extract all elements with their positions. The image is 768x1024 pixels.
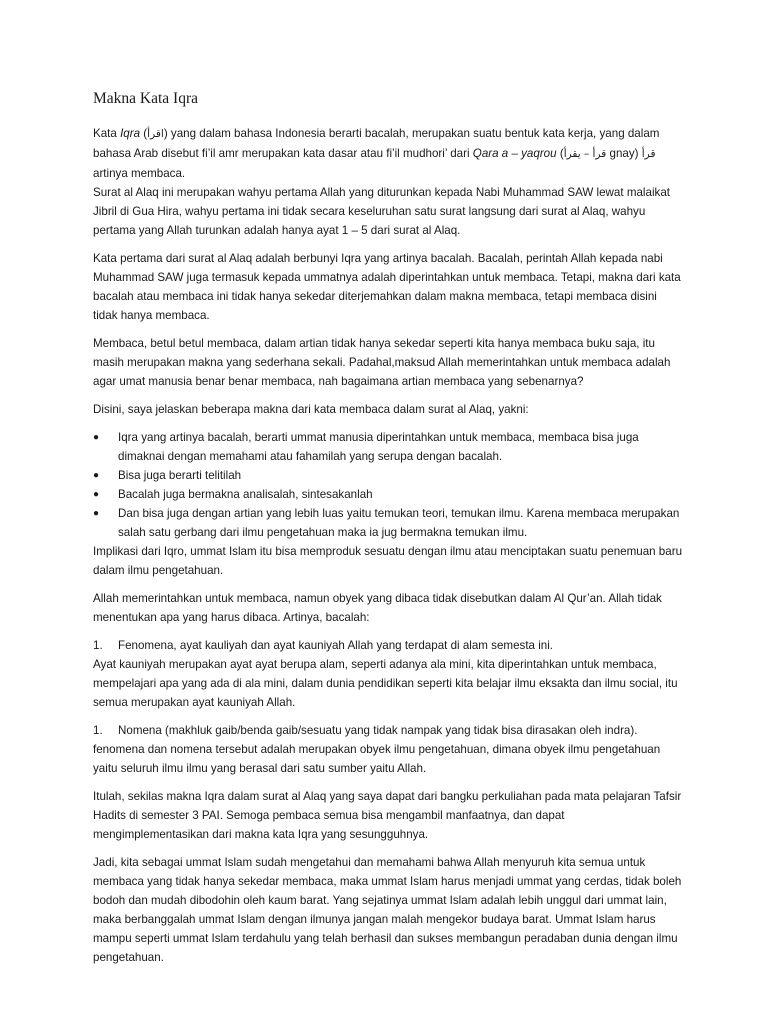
paragraph-ayat-kauniyah: Ayat kauniyah merupakan ayat ayat berupa alam, seperti adanya ala mini, kita diperintahkan untuk membaca, mempelajari apa yang ada di ala mini, dalam dunia pendidikan seperti kita belajar ilmu eksakta dan ilmu social, itu semua merupakan ayat kauniyah Allah. [93, 658, 678, 709]
paragraph-itulah: Itulah, sekilas makna Iqra dalam surat al Alaq yang saya dapat dari bangku perkuliahan pada mata pelajaran Tafsir Hadits di semester 3 PAI. Semoga pembaca semua bisa mengambil manfaatnya, dan dapat mengimplementasikan dari makna kata Iqra yang sesungguhnya. [93, 790, 682, 841]
bullet-icon: ● [93, 508, 100, 519]
item-number: 1. [93, 724, 103, 737]
arabic-qara: قرأ [641, 148, 656, 160]
list-item-text: Bisa juga berarti telitilah [118, 469, 242, 482]
text-definition: ) yang dalam bahasa Indonesia berarti bacalah, merupakan suatu bentuk kata kerja, yang dalam bahasa Arab disebut fi’il amr merupakan kata dasar atau fi’il mudhori’ dari [93, 127, 660, 160]
text-gnay: gnay) [606, 147, 642, 160]
paragraph-allah-memerintahkan: Allah memerintahkan untuk membaca, namun obyek yang dibaca tidak disebutkan dalam Al Qur’an. Allah tidak menentukan apa yang harus dibaca. Artinya, bacalah: [93, 592, 662, 624]
item-number: 1. [93, 639, 103, 652]
paragraph-membaca: Membaca, betul betul membaca, dalam artian tidak hanya sekedar seperti kita hanya membaca buku saja, itu masih merupakan makna yang sederhana sekali. Padahal,maksud Allah memerintahkan untuk membaca adalah agar umat manusia benar benar membaca, nah bagaimana artian membaca yang sebenarnya? [93, 337, 671, 388]
paragraph-iqra-definition [93, 124, 683, 183]
term-iqra: Iqra [120, 127, 141, 140]
paragraph-kata-pertama: Kata pertama dari surat al Alaq adalah berbunyi Iqra yang artinya bacalah. Bacalah, perintah Allah kepada nabi Muhammad SAW juga termasuk kepada ummatnya adalah diperintahkan untuk membaca. Tetapi, makna dari kata bacalah atau membaca ini tidak hanya sekedar diterjemahkan dalam makna membaca, tetapi membaca disini tidak hanya membaca. [93, 252, 681, 322]
text-paren-open-2: ( [556, 147, 564, 160]
arabic-iqra: اقرأ [147, 128, 164, 140]
paragraph-implikasi: Implikasi dari Iqro, ummat Islam itu bisa memproduk sesuatu dengan ilmu atau menciptakan suatu penemuan baru dalam ilmu pengetahuan. [93, 545, 683, 577]
document-body [93, 124, 683, 976]
text-artinya: artinya membaca. [93, 167, 186, 180]
numbered-item-nomena [93, 721, 683, 740]
item-text: Nomena (makhluk gaib/benda gaib/sesuatu yang tidak nampak yang tidak bisa dirasakan oleh indra). [118, 724, 638, 737]
list-item-text: Iqra yang artinya bacalah, berarti ummat manusia diperintahkan untuk membaca, membaca bisa juga dimaknai dengan memahami atau fahamilah yang serupa dengan bacalah. [118, 431, 639, 463]
arabic-qara-yaqrau: قرأ – يقرأ [563, 148, 607, 160]
paragraph-surat-al-alaq: Surat al Alaq ini merupakan wahyu pertama Allah yang diturunkan kepada Nabi Muhammad SAW lewat malaikat Jibril di Gua Hira, wahyu pertama ini tidak secara keseluruhan satu surat langsung dari surat al Alaq, wahyu pertama yang Allah turunkan adalah hanya ayat 1 – 5 dari surat al Alaq. [93, 186, 670, 237]
list-item [93, 466, 683, 485]
item-text: Fenomena, ayat kauliyah dan ayat kauniyah Allah yang terdapat di alam semesta ini. [118, 639, 554, 652]
list-item [93, 428, 683, 466]
list-item [93, 504, 683, 542]
text-kata: Kata [93, 127, 121, 140]
paragraph-disini: Disini, saya jelaskan beberapa makna dari kata membaca dalam surat al Alaq, yakni: [93, 403, 529, 416]
list-item [93, 485, 683, 504]
term-qara-yaqrou: Qara a – yaqrou [472, 147, 557, 160]
paragraph-fenomena-nomena: fenomena dan nomena tersebut adalah merupakan obyek ilmu pengetahuan, dimana obyek ilmu pengetahuan yaitu seluruh ilmu ilmu yang berasal dari satu sumber yaitu Allah. [93, 743, 661, 775]
bullet-icon: ● [93, 489, 100, 500]
numbered-item-fenomena [93, 636, 683, 655]
bullet-icon: ● [93, 470, 100, 481]
document-title: Makna Kata Iqra [93, 90, 199, 107]
paragraph-jadi: Jadi, kita sebagai ummat Islam sudah mengetahui dan memahami bahwa Allah menyuruh kita semua untuk membaca yang tidak hanya sekedar membaca, maka ummat Islam harus menjadi ummat yang cerdas, tidak boleh bodoh dan mudah dibodohin oleh kaum barat. Yang sejatinya ummat Islam adalah lebih unggul dari ummat lain, maka berbanggalah ummat Islam dengan ilmunya jangan malah mengekor budaya barat. Ummat Islam harus mampu seperti ummat Islam terdahulu yang telah berhasil dan sukses membangun peradaban dunia dengan ilmu pengetahuan. [93, 856, 682, 964]
text-open-paren: ( [140, 127, 148, 140]
list-item-text: Bacalah juga bermakna analisalah, sintesakanlah [118, 488, 373, 501]
bullet-list [93, 428, 683, 542]
bullet-icon: ● [93, 432, 100, 443]
list-item-text: Dan bisa juga dengan artian yang lebih luas yaitu temukan teori, temukan ilmu. Karena membaca merupakan salah satu gerbang dari ilmu pengetahuan maka ia jug bermakna temukan ilmu. [118, 507, 680, 539]
